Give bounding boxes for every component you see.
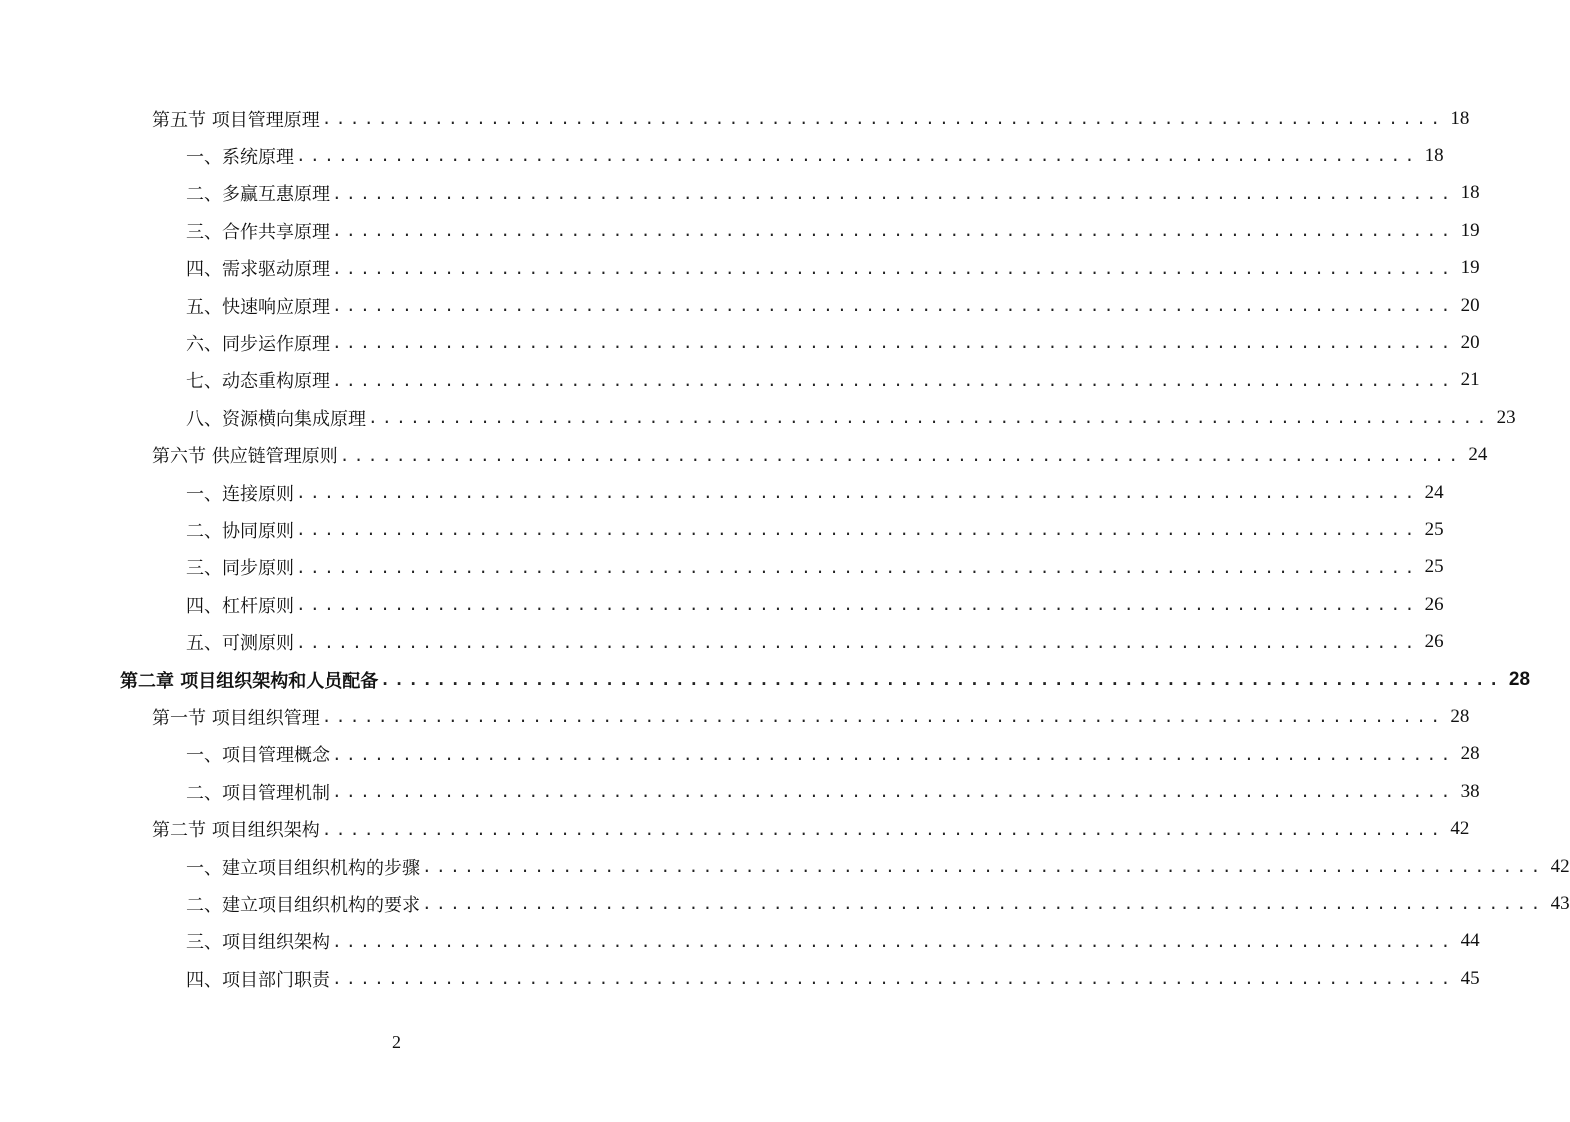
dot-leader: ................................................................................: [332, 782, 1455, 802]
dot-leader: ................................................................................: [296, 632, 1419, 652]
toc-entry-section[interactable]: [152, 100, 1470, 137]
toc-entry-item[interactable]: [186, 624, 1444, 661]
dot-leader: ................................................................................: [296, 146, 1419, 166]
dot-leader: ................................................................................: [321, 819, 1445, 839]
toc-entry-title: 二、协同原则: [186, 520, 294, 542]
toc-entry-title: 八、资源横向集成原理: [186, 408, 366, 430]
toc-entry-title: 三、项目组织架构: [186, 932, 330, 954]
dot-leader: ................................................................................: [296, 520, 1419, 540]
dot-leader: ................................................................................: [296, 595, 1419, 615]
dot-leader: ................................................................................: [368, 408, 1491, 428]
toc-entry-page: 24: [1468, 444, 1488, 466]
toc-entry-page: 25: [1424, 518, 1444, 540]
toc-entry-page: 19: [1460, 219, 1480, 241]
toc-entry-title: 四、杠杆原则: [186, 595, 294, 617]
dot-leader: ................................................................................: [332, 370, 1455, 390]
toc-entry-item[interactable]: [186, 848, 1570, 885]
toc-entry-item[interactable]: [186, 212, 1480, 249]
toc-entry-item[interactable]: [186, 885, 1570, 922]
toc-entry-item[interactable]: [186, 960, 1480, 997]
toc-entry-section[interactable]: [152, 811, 1470, 848]
toc-entry-item[interactable]: [186, 511, 1444, 548]
dot-leader: ................................................................................: [332, 221, 1455, 241]
toc-entry-item[interactable]: [186, 362, 1480, 399]
toc-entry-page: 20: [1460, 294, 1480, 316]
toc-entry-title: 二、项目管理机制: [186, 782, 330, 804]
dot-leader: ................................................................................: [380, 670, 1503, 689]
dot-leader: ................................................................................: [332, 183, 1455, 203]
toc-entry-section[interactable]: [152, 437, 1488, 474]
toc-entry-title: 第二章 项目组织架构和人员配备: [120, 670, 379, 692]
toc-entry-item[interactable]: [186, 736, 1480, 773]
dot-leader: ................................................................................: [296, 483, 1419, 502]
dot-leader: ................................................................................: [332, 333, 1455, 353]
dot-leader: ................................................................................: [332, 931, 1455, 951]
toc-entry-page: 19: [1460, 257, 1480, 279]
toc-entry-page: 18: [1450, 107, 1470, 129]
page-number: 2: [392, 1032, 401, 1052]
toc-entry-item[interactable]: [186, 773, 1480, 810]
toc-entry-page: 44: [1460, 930, 1480, 952]
toc-entry-item[interactable]: [186, 324, 1480, 361]
dot-leader: ................................................................................: [332, 744, 1455, 764]
toc-entry-title: 五、可测原则: [186, 633, 294, 655]
toc-entry-page: 28: [1508, 668, 1531, 690]
toc-entry-title: 二、多赢互惠原理: [186, 184, 330, 206]
dot-leader: ................................................................................: [422, 857, 1545, 876]
toc-entry-title: 四、需求驱动原理: [186, 259, 330, 281]
toc-entry-item[interactable]: [186, 549, 1444, 586]
toc-entry-title: 一、建立项目组织机构的步骤: [186, 857, 420, 879]
toc-entry-page: 25: [1424, 556, 1444, 578]
toc-entry-page: 21: [1460, 369, 1480, 391]
toc-entry-page: 26: [1424, 593, 1444, 615]
toc-entry-title: 三、同步原则: [186, 558, 294, 580]
toc-entry-title: 第六节 供应链管理原则: [152, 446, 338, 468]
toc-entry-title: 六、同步运作原理: [186, 333, 330, 355]
toc-entry-page: 24: [1424, 481, 1444, 503]
toc-entry-item[interactable]: [186, 175, 1480, 212]
toc-entry-page: 28: [1450, 705, 1470, 727]
toc-entry-title: 第五节 项目管理原理: [152, 109, 320, 131]
toc-entry-title: 一、系统原理: [186, 146, 294, 168]
toc-entry-title: 三、合作共享原理: [186, 221, 330, 243]
toc-entry-title: 第一节 项目组织管理: [152, 707, 320, 729]
dot-leader: ................................................................................: [422, 894, 1545, 914]
toc-entry-title: 五、快速响应原理: [186, 296, 330, 318]
toc-entry-item[interactable]: [186, 399, 1516, 436]
toc-entry-item[interactable]: [186, 586, 1444, 623]
dot-leader: ................................................................................: [332, 258, 1455, 278]
toc-entry-page: 23: [1496, 406, 1516, 428]
toc-entry-item[interactable]: [186, 287, 1480, 324]
toc-entry-title: 二、建立项目组织机构的要求: [186, 894, 420, 916]
toc-entry-page: 38: [1460, 780, 1480, 802]
toc-entry-page: 42: [1550, 855, 1570, 877]
toc-entry-title: 第二节 项目组织架构: [152, 820, 320, 842]
toc-entry-title: 七、动态重构原理: [186, 371, 330, 393]
toc-entry-page: 26: [1424, 631, 1444, 653]
dot-leader: ................................................................................: [321, 707, 1445, 727]
dot-leader: ................................................................................: [339, 445, 1463, 465]
toc-entry-section[interactable]: [152, 698, 1470, 735]
toc-entry-item[interactable]: [186, 923, 1480, 960]
toc-entry-page: 18: [1460, 182, 1480, 204]
toc-entry-page: 18: [1424, 144, 1444, 166]
toc-entry-page: 45: [1460, 967, 1480, 989]
toc-entry-page: 20: [1460, 331, 1480, 353]
toc-entry-item[interactable]: [186, 137, 1444, 174]
toc-entry-page: 42: [1450, 818, 1470, 840]
dot-leader: ................................................................................: [296, 557, 1419, 577]
dot-leader: ................................................................................: [332, 969, 1455, 989]
toc-entry-item[interactable]: [186, 250, 1480, 287]
toc-entry-title: 四、项目部门职责: [186, 969, 330, 991]
dot-leader: ................................................................................: [321, 109, 1445, 128]
toc-entry-page: 28: [1460, 743, 1480, 765]
toc-entry-page: 43: [1550, 892, 1570, 914]
toc-entry-chapter[interactable]: [120, 661, 1531, 698]
toc-entry-title: 一、连接原则: [186, 483, 294, 505]
dot-leader: ................................................................................: [332, 296, 1455, 315]
toc-entry-title: 一、项目管理概念: [186, 745, 330, 767]
toc-entry-item[interactable]: [186, 474, 1444, 511]
